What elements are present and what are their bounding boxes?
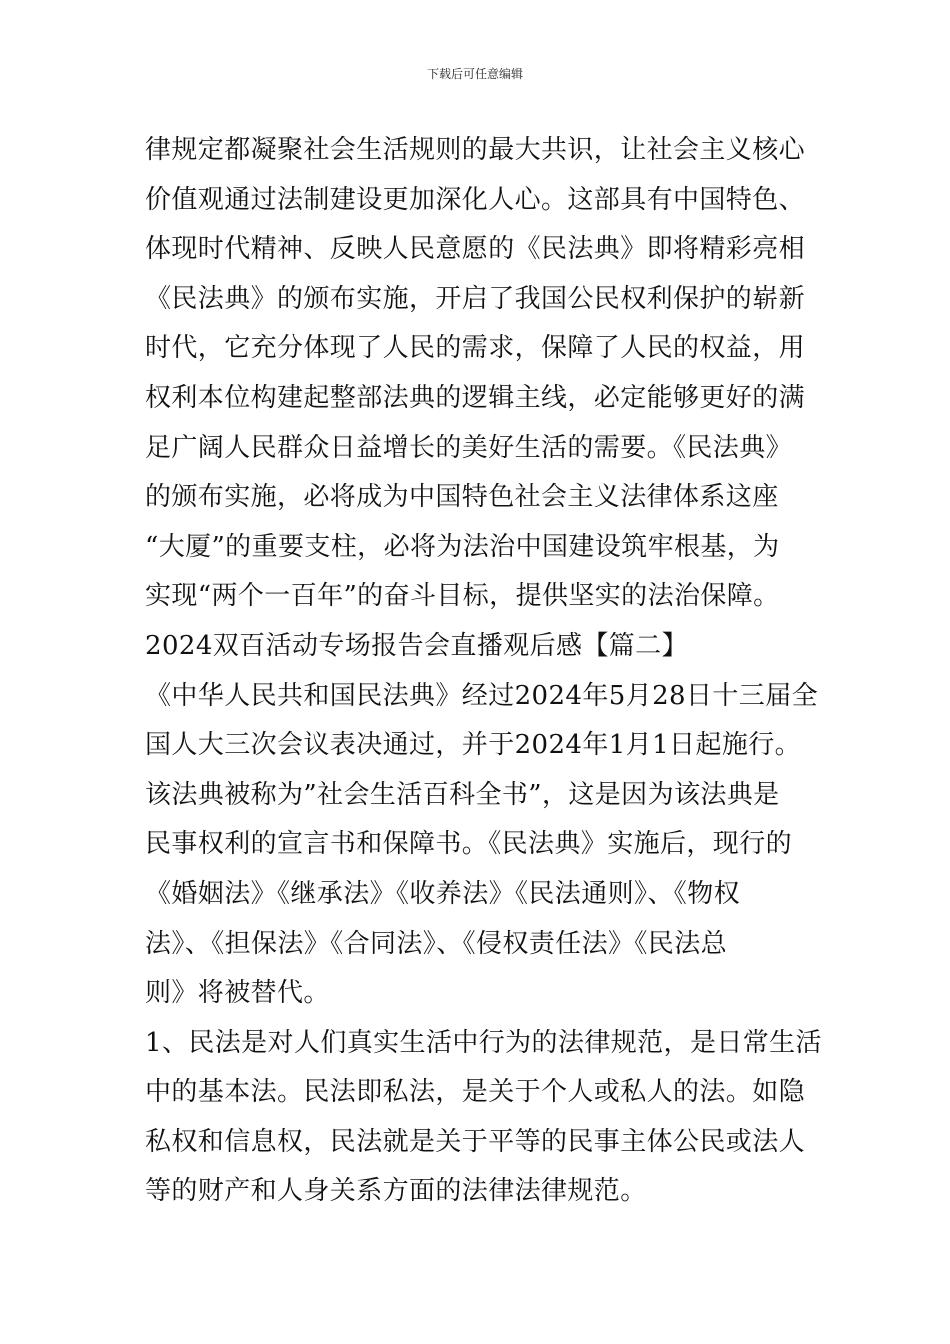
text-line: 的颁布实施，必将成为中国特色社会主义法律体系这座	[145, 482, 779, 513]
document-body	[145, 126, 822, 1217]
text-line: 国人大三次会议表决通过，并于2024年1月1日起施行。	[145, 730, 802, 761]
text-line: 《民法典》的颁布实施，开启了我国公民权利保护的崭新	[145, 283, 806, 314]
text-line: 价值观通过法制建设更加深化人心。这部具有中国特色、	[145, 184, 806, 215]
text-line: 中的基本法。民法即私法，是关于个人或私人的法。如隐	[145, 1077, 806, 1108]
text-line: 时代，它充分体现了人民的需求，保障了人民的权益，用	[145, 333, 806, 364]
text-line: 实现“两个一百年”的奋斗目标，提供坚实的法治保障。	[145, 581, 780, 612]
text-line: 该法典被称为”社会生活百科全书”，这是因为该法典是	[145, 779, 780, 810]
text-line: 民事权利的宣言书和保障书。《民法典》实施后，现行的	[145, 829, 793, 860]
text-line: 足广阔人民群众日益增长的美好生活的需要。《民法典》	[145, 432, 793, 463]
text-line: 等的财产和人身关系方面的法律法律规范。	[145, 1176, 647, 1207]
text-line: 则》将被替代。	[145, 978, 330, 1009]
section-heading: 2024双百活动专场报告会直播观后感【篇二】	[145, 630, 688, 661]
text-line: 《婚姻法》《继承法》《收养法》《民法通则》、《物权	[145, 878, 741, 909]
text-line: “大厦”的重要支柱，必将为法治中国建设筑牢根基，为	[145, 531, 780, 562]
text-line: 法》、《担保法》《合同法》、《侵权责任法》《民法总	[145, 928, 728, 959]
text-line: 律规定都凝聚社会生活规则的最大共识，让社会主义核心	[145, 135, 806, 165]
text-line: 《中华人民共和国民法典》经过2024年5月28日十三届全	[145, 680, 818, 711]
text-line: 私权和信息权，民法就是关于平等的民事主体公民或法人	[145, 1126, 806, 1157]
text-line: 权利本位构建起整部法典的逻辑主线，必定能够更好的满	[145, 382, 806, 413]
text-line: 体现时代精神、反映人民意愿的《民法典》即将精彩亮相	[145, 234, 806, 265]
page-header-note: 下载后可任意编辑	[426, 67, 523, 81]
text-line: 1、民法是对人们真实生活中行为的法律规范，是日常生活	[145, 1027, 822, 1058]
